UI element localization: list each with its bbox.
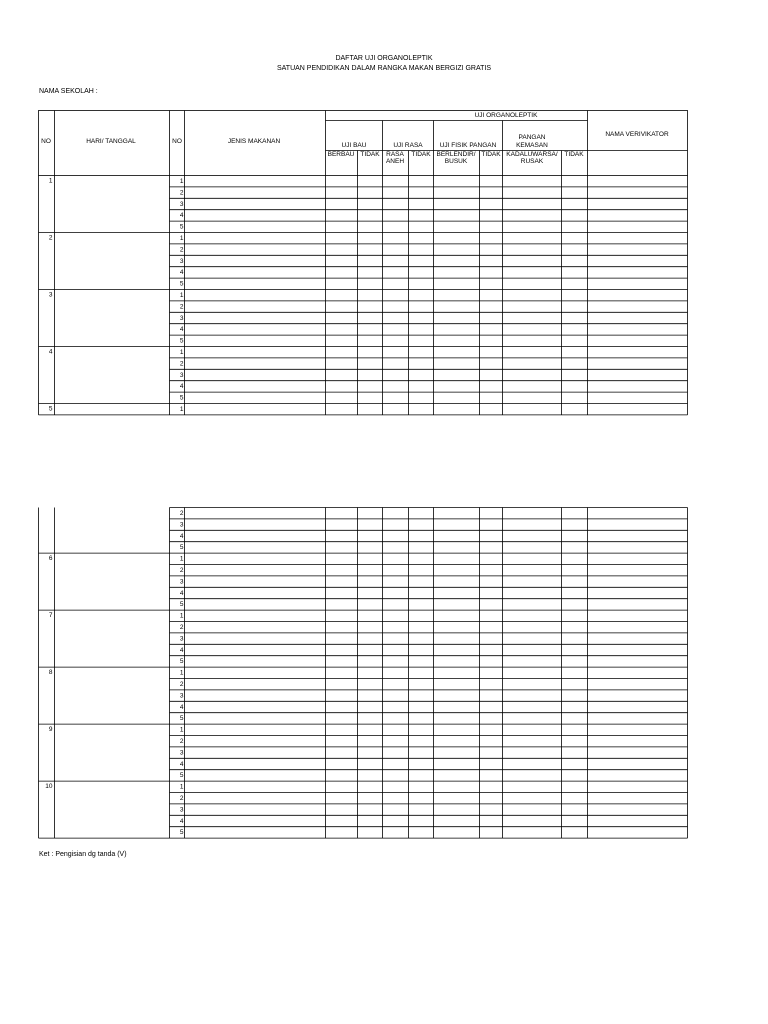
- header-pangan: PANGAN: [518, 134, 546, 141]
- group-number: 3: [48, 291, 53, 299]
- item-number: 2: [179, 567, 184, 574]
- item-number: 3: [179, 314, 184, 322]
- item-number: 5: [179, 223, 184, 231]
- item-number: 1: [179, 235, 184, 242]
- header-uji-bau: UJI BAU: [341, 142, 367, 149]
- item-number: 4: [179, 817, 184, 825]
- item-number: 2: [179, 510, 184, 517]
- item-number: 4: [179, 646, 184, 654]
- footnote: Ket : Pengisian dg tanda (V): [39, 851, 127, 858]
- item-number: 1: [179, 612, 184, 620]
- item-number: 3: [179, 692, 184, 700]
- item-number: 3: [179, 578, 184, 586]
- group-number: 9: [48, 726, 53, 734]
- item-number: 4: [179, 760, 184, 768]
- item-number: 3: [179, 635, 184, 643]
- item-number: 2: [179, 738, 184, 745]
- header-no: NO: [41, 138, 51, 145]
- item-number: 3: [179, 806, 184, 814]
- item-number: 1: [179, 726, 184, 734]
- document-title: DAFTAR UJI ORGANOLEPTIK: [335, 55, 433, 62]
- group-number: 4: [48, 348, 53, 356]
- header-tidak-rasa: TIDAK: [411, 151, 431, 158]
- header-uji-rasa: UJI RASA: [393, 142, 423, 149]
- group-number: 7: [48, 612, 53, 620]
- item-number: 5: [179, 337, 184, 345]
- header-rusak: RUSAK: [520, 158, 544, 165]
- header-tidak-kemasan: TIDAK: [564, 151, 584, 158]
- item-number: 3: [179, 521, 184, 529]
- item-number: 1: [179, 669, 184, 677]
- header-rasa: RASA: [386, 151, 404, 158]
- item-number: 2: [179, 681, 184, 688]
- group-number: 5: [48, 405, 53, 413]
- table-body-page-2: [39, 508, 688, 839]
- item-number: 4: [179, 269, 184, 277]
- item-number: 5: [179, 601, 184, 609]
- header-verifikator: NAMA VERIVIKATOR: [605, 131, 669, 138]
- header-aneh: ANEH: [385, 158, 405, 165]
- group-number: 2: [48, 234, 53, 242]
- header-date: HARI/ TANGGAL: [86, 138, 136, 145]
- header-tidak-fisik: TIDAK: [481, 151, 501, 158]
- item-number: 2: [179, 795, 184, 802]
- item-number: 5: [179, 658, 184, 666]
- item-number: 2: [179, 246, 184, 254]
- item-number: 4: [179, 326, 184, 334]
- header-berlendir: BERLENDIR/: [436, 151, 476, 158]
- group-number: 1: [48, 177, 53, 185]
- item-number: 3: [179, 257, 184, 265]
- header-uji-organoleptik: UJI ORGANOLEPTIK: [474, 112, 538, 119]
- item-number: 1: [179, 783, 184, 791]
- item-number: 1: [179, 178, 184, 185]
- item-number: 4: [179, 703, 184, 711]
- item-number: 4: [179, 589, 184, 597]
- item-number: 1: [179, 349, 184, 356]
- header-uji-fisik: UJI FISIK PANGAN: [439, 142, 497, 149]
- item-number: 5: [179, 715, 184, 723]
- item-number: 2: [179, 624, 184, 631]
- group-number: 10: [45, 783, 53, 791]
- table-header: [39, 111, 688, 176]
- item-number: 1: [179, 292, 184, 299]
- item-number: 1: [179, 406, 184, 413]
- document-subtitle: SATUAN PENDIDIKAN DALAM RANGKA MAKAN BERGIZI GRATIS: [276, 65, 492, 72]
- item-number: 5: [179, 394, 184, 402]
- item-number: 5: [179, 544, 184, 552]
- item-number: 3: [179, 200, 184, 208]
- header-sub-no: NO: [172, 138, 182, 145]
- school-name-label: NAMA SEKOLAH :: [39, 88, 98, 95]
- table-body-page-1: [39, 176, 688, 415]
- header-kemasan: KEMASAN: [516, 142, 548, 149]
- item-number: 3: [179, 749, 184, 757]
- item-number: 5: [179, 280, 184, 288]
- item-number: 2: [179, 189, 184, 197]
- group-number: 6: [48, 555, 53, 563]
- header-busuk: BUSUK: [444, 158, 468, 165]
- item-number: 5: [179, 772, 184, 780]
- header-tidak-bau: TIDAK: [360, 151, 380, 158]
- item-number: 5: [179, 829, 184, 837]
- item-number: 4: [179, 212, 184, 220]
- item-number: 2: [179, 360, 184, 368]
- header-kadaluwarsa: KADALUWARSA/: [506, 151, 558, 158]
- item-number: 2: [179, 303, 184, 311]
- item-number: 3: [179, 371, 184, 379]
- header-food: JENIS MAKANAN: [227, 138, 281, 145]
- item-number: 1: [179, 555, 184, 563]
- item-number: 4: [179, 383, 184, 391]
- item-number: 4: [179, 532, 184, 540]
- group-number: 8: [48, 669, 53, 677]
- header-berbau: BERBAU: [327, 151, 355, 158]
